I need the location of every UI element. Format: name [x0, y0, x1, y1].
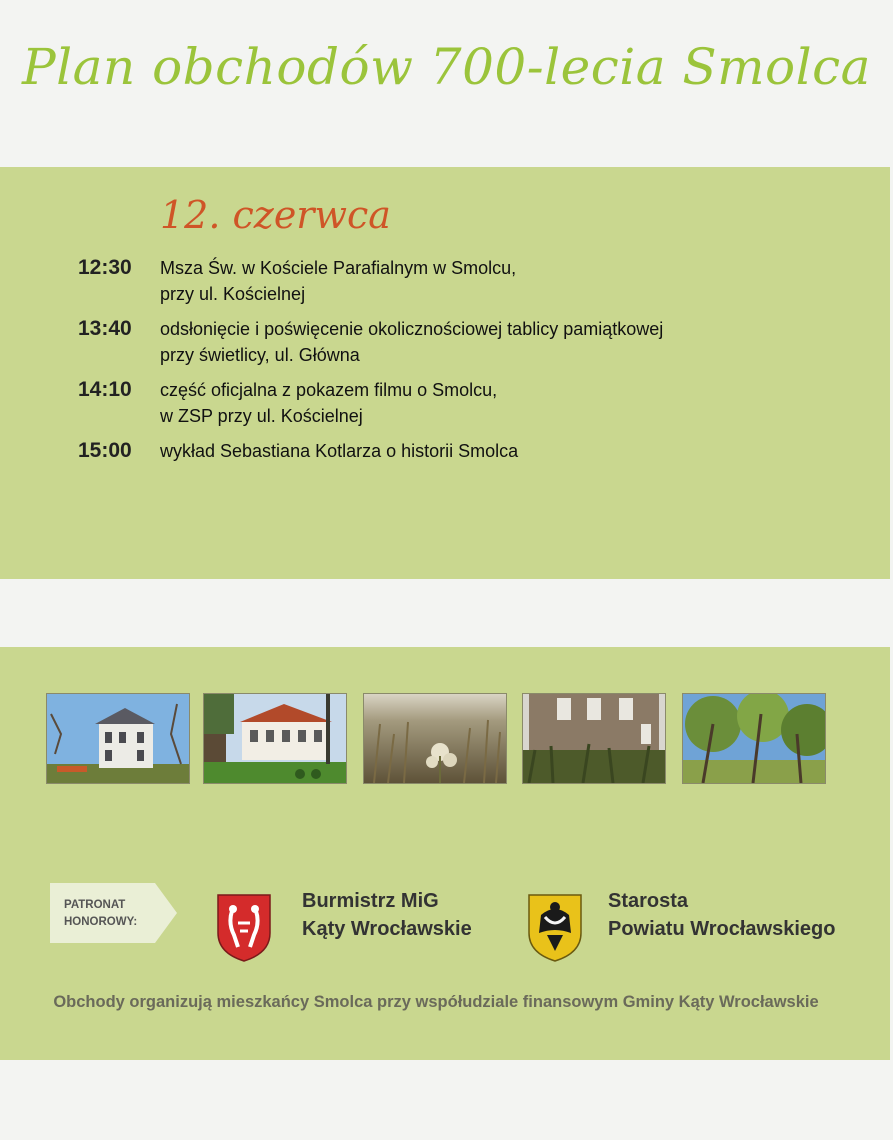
patron-powiat [608, 887, 835, 943]
event-line: wykład Sebastiana Kotlarza o historii Smolca [160, 441, 519, 461]
event-description [160, 377, 497, 429]
schedule-item [78, 316, 858, 368]
patron-line: Powiatu Wrocławskiego [608, 918, 836, 940]
patronage-label-line: PATRONAT [64, 899, 126, 911]
patron-line: Starosta [608, 890, 689, 912]
manor-house-photo [46, 693, 190, 784]
meadow-grass-photo [363, 693, 507, 784]
event-time: 15:00 [78, 439, 132, 462]
event-date: 12. czerwca [160, 193, 391, 237]
photo-strip [46, 693, 826, 785]
event-line: przy świetlicy, ul. Główna [160, 345, 360, 365]
schedule-list [78, 255, 858, 473]
powiat-crest-icon [527, 893, 583, 963]
event-line: część oficjalna z pokazem filmu o Smolcu, [160, 380, 498, 400]
event-description [160, 316, 663, 368]
patron-line: Kąty Wrocławskie [302, 918, 472, 940]
patronage-label-line: HONOROWY: [64, 916, 138, 928]
program-section [0, 167, 890, 579]
event-line: Msza Św. w Kościele Parafialnym w Smolcu, [160, 258, 517, 278]
schedule-item [78, 438, 858, 464]
ruins-photo [522, 693, 666, 784]
patronage-section [0, 647, 890, 1060]
event-time: 13:40 [78, 317, 132, 340]
event-line: przy ul. Kościelnej [160, 284, 306, 304]
schedule-item [78, 377, 858, 429]
page-title: Plan obchodów 700-lecia Smolca [22, 38, 871, 96]
event-description [160, 438, 518, 464]
patron-line: Burmistrz MiG [302, 890, 439, 912]
patron-katy [302, 887, 472, 943]
event-line: w ZSP przy ul. Kościelnej [160, 406, 363, 426]
katy-crest-icon [216, 893, 272, 963]
organizers-note: Obchody organizują mieszkańcy Smolca przy współudziale finansowym Gminy Kąty Wrocławskie [53, 993, 819, 1011]
event-time: 12:30 [78, 256, 132, 279]
white-manor-photo [203, 693, 347, 784]
event-description [160, 255, 516, 307]
park-trees-photo [682, 693, 826, 784]
patronage-label [50, 883, 155, 943]
event-time: 14:10 [78, 378, 132, 401]
schedule-item [78, 255, 858, 307]
event-line: odsłonięcie i poświęcenie okolicznościowej tablicy pamiątkowej [160, 319, 664, 339]
